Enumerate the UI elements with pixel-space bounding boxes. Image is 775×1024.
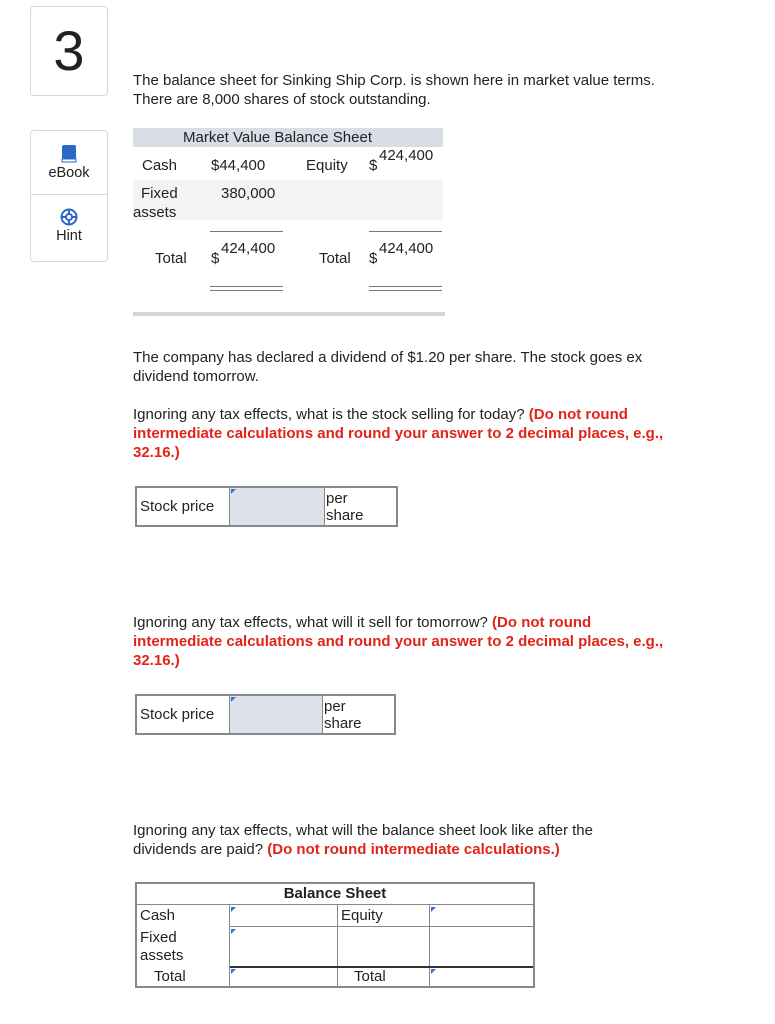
mv-cash-label: Cash [142, 157, 178, 174]
mv-total-label-left: Total [155, 250, 187, 267]
bs-equity-input[interactable] [430, 905, 533, 926]
sidebar-divider [31, 194, 107, 195]
book-icon [61, 145, 77, 163]
q2-stock-price-input[interactable] [229, 696, 323, 733]
mv-double-underline-left [210, 286, 283, 291]
bs-total-right-marker-icon [431, 969, 436, 974]
dividend-line-2: dividend tomorrow. [133, 368, 259, 385]
q2-input-label: Stock price [140, 706, 215, 723]
bs-total-label-left: Total [154, 968, 186, 985]
ebook-button[interactable] [31, 145, 107, 181]
q2-input-marker-icon [231, 697, 236, 702]
hint-button[interactable] [31, 208, 107, 244]
bs-total-equity-input[interactable] [430, 968, 533, 988]
question-3 [133, 821, 718, 859]
bs-fixed-label-1: Fixed [140, 929, 177, 946]
mv-balance-sheet [133, 128, 443, 323]
q2-input-row [135, 694, 396, 735]
q2-note-1: (Do not round [492, 614, 592, 631]
q1-note-3: 32.16.) [133, 444, 180, 461]
q1-text: Ignoring any tax effects, what is the stock selling for today? [133, 406, 525, 423]
q3-note: (Do not round intermediate calculations.) [267, 841, 560, 858]
mv-balance-sheet-bottom-rule [133, 312, 445, 316]
intro-line-2: There are 8,000 shares of stock outstanding. [133, 91, 431, 108]
bs-fixed-marker-icon [231, 929, 236, 934]
q2-unit-2: share [324, 715, 362, 732]
dividend-line-1: The company has declared a dividend of $1.20 per share. The stock goes ex [133, 349, 643, 366]
mv-balance-sheet-title: Market Value Balance Sheet [183, 129, 373, 146]
mv-fixed-label-2: assets [133, 204, 177, 221]
q1-input-marker-icon [231, 489, 236, 494]
q1-unit-1: per [326, 490, 348, 507]
mv-sum-line-left [210, 231, 283, 232]
q3-text-2: dividends are paid? [133, 841, 264, 858]
balance-sheet-after-title: Balance Sheet [137, 884, 533, 905]
question-1 [133, 405, 718, 462]
bs-cash-marker-icon [231, 907, 236, 912]
mv-total-value-left: 424,400 [221, 240, 276, 257]
q1-input-label: Stock price [140, 498, 215, 515]
mv-fixed-row-band [133, 180, 443, 220]
bs-cash-label: Cash [140, 907, 176, 924]
mv-total-label-right: Total [319, 250, 351, 267]
question-number: 3 [30, 6, 108, 96]
q1-note-1: (Do not round [528, 406, 628, 423]
intro-line-1: The balance sheet for Sinking Ship Corp. is shown here in market value terms. [133, 72, 655, 89]
sidebar-tools [30, 130, 108, 262]
lifebuoy-icon [60, 208, 78, 226]
q2-unit-1: per [324, 698, 346, 715]
mv-equity-value: 424,400 [379, 147, 434, 164]
bs-cash-input[interactable] [230, 905, 337, 926]
dividend-text [133, 348, 642, 386]
balance-sheet-after [135, 882, 535, 988]
bs-total-label-right: Total [354, 968, 386, 985]
q1-unit-2: share [326, 507, 364, 524]
bs-fixed-assets-input[interactable] [230, 927, 337, 966]
q2-note-2: intermediate calculations and round your answer to 2 decimal places, e.g., [133, 633, 664, 650]
bs-equity-label: Equity [341, 907, 383, 924]
bs-total-left-marker-icon [231, 969, 236, 974]
q3-text-1: Ignoring any tax effects, what will the balance sheet look like after the [133, 822, 593, 839]
bs-fixed-label-2: assets [140, 947, 184, 964]
q2-note-3: 32.16.) [133, 652, 180, 669]
q2-text: Ignoring any tax effects, what will it sell for tomorrow? [133, 614, 488, 631]
mv-total-dollar-left: $ [211, 250, 220, 267]
mv-total-value-right: 424,400 [379, 240, 434, 257]
q1-input-row [135, 486, 398, 527]
bs-vline-2 [337, 905, 338, 988]
mv-fixed-label-1: Fixed [141, 185, 178, 202]
ebook-label: eBook [48, 165, 90, 181]
q1-unit [326, 490, 364, 524]
hint-label: Hint [56, 228, 82, 244]
intro-text [133, 71, 655, 109]
q2-unit [324, 698, 362, 732]
mv-equity-label: Equity [306, 157, 348, 174]
mv-double-underline-right [369, 286, 442, 291]
q1-note-2: intermediate calculations and round your answer to 2 decimal places, e.g., [133, 425, 664, 442]
bs-total-assets-input[interactable] [230, 968, 337, 988]
q1-stock-price-input[interactable] [229, 488, 325, 525]
mv-sum-line-right [369, 231, 442, 232]
mv-cash-value: $44,400 [211, 157, 266, 174]
mv-total-dollar-right: $ [369, 250, 378, 267]
bs-equity-marker-icon [431, 907, 436, 912]
mv-fixed-value: 380,000 [221, 185, 276, 202]
mv-equity-dollar: $ [369, 157, 378, 174]
question-2 [133, 613, 718, 670]
